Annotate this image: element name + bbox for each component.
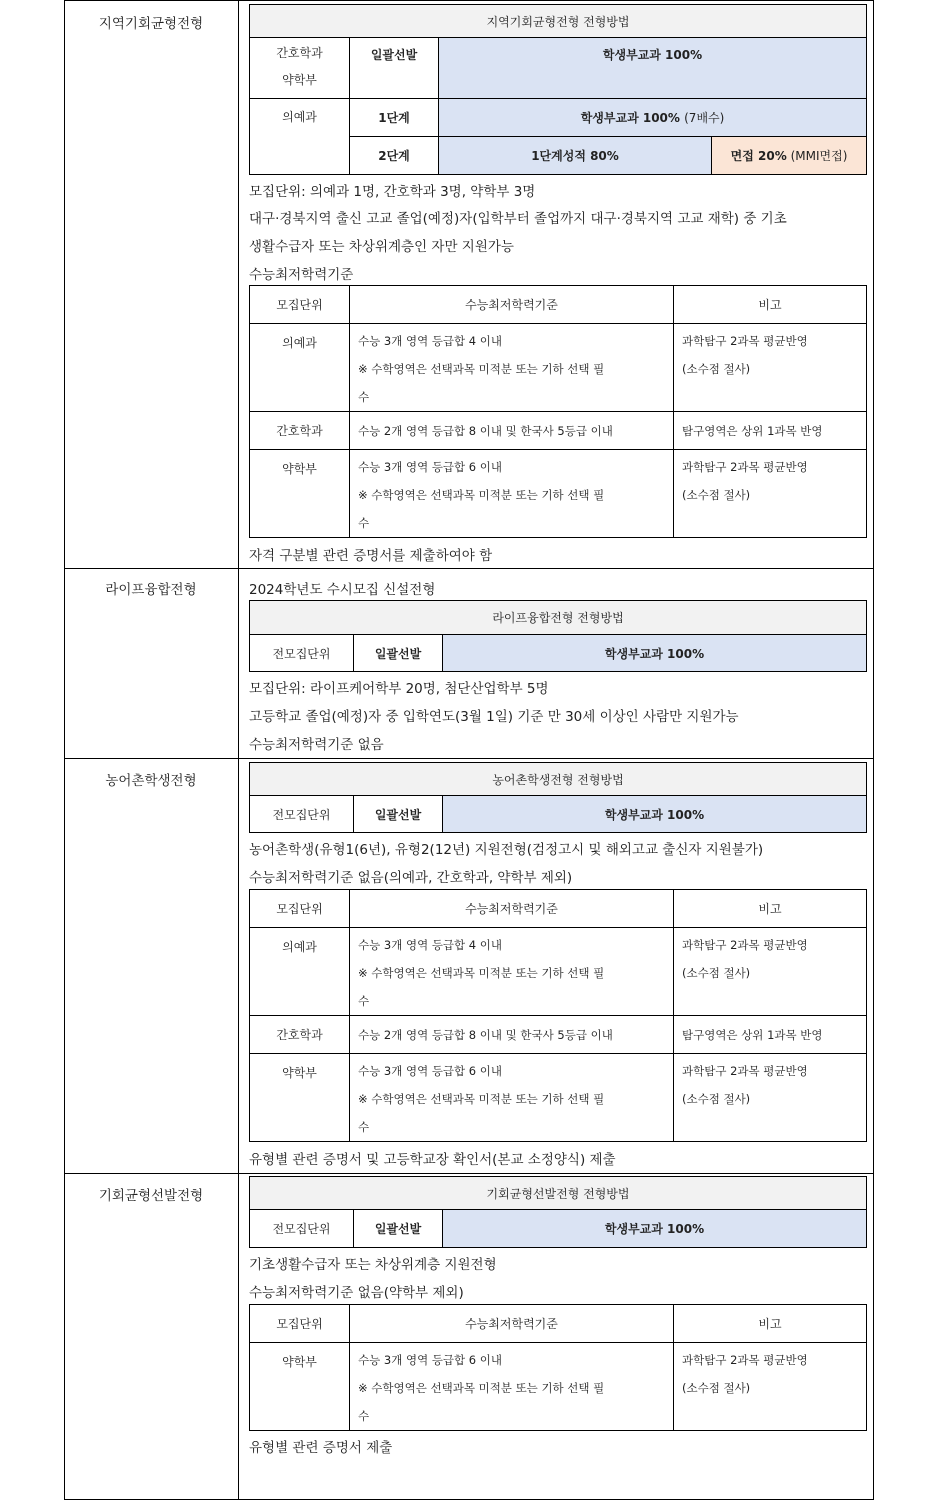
min-note-medicine [674,324,867,412]
section-title-regional: 지역기회균형전형 [98,16,204,32]
section-title-opportunity: 기회균형선발전형 [98,1188,204,1204]
min-header-criteria: 수능최저학력기준 [350,286,674,324]
opportunity-method-table [249,1176,867,1248]
min-header-note: 비고 [674,1305,867,1343]
unit-cell: 전모집단위 [250,796,354,833]
note-line: (소수점 절사) [682,1092,751,1106]
eval3-text: 면접 20% [730,149,787,163]
stage-cell: 일괄선발 [354,1210,443,1248]
section-divider-life [64,568,874,569]
min-note-pharmacy [674,1054,867,1142]
criteria-line: 수능 3개 영역 등급합 6 이내 [358,460,502,474]
rural-line-2: 수능최저학력기준 없음(의예과, 간호학과, 약학부 제외) [249,870,573,886]
min-header-note: 비고 [674,286,867,324]
criteria-line: 수 [358,1409,370,1423]
min-header-unit: 모집단위 [250,1305,350,1343]
criteria-line: 수능 3개 영역 등급합 4 이내 [358,938,502,952]
criteria-line: 수 [358,1120,370,1134]
opportunity-line-1: 기초생활수급자 또는 차상위계층 지원전형 [249,1257,497,1273]
criteria-line: ※ 수학영역은 선택과목 미적분 또는 기하 선택 필 [358,966,605,980]
eval-cell: 학생부교과 100% [443,796,867,833]
eval-cell: 학생부교과 100% [443,1210,867,1248]
regional-footer: 자격 구분별 관련 증명서를 제출하여야 함 [249,548,493,564]
column-divider [238,0,239,1500]
min-unit-nursing: 간호학과 [250,1016,350,1054]
section-divider-opportunity [64,1173,874,1174]
eval1-note: (7배수) [684,111,725,125]
regional-min-table [249,285,867,538]
min-unit-nursing: 간호학과 [250,412,350,450]
criteria-line: ※ 수학영역은 선택과목 미적분 또는 기하 선택 필 [358,488,605,502]
regional-line-3: 생활수급자 또는 차상위계층인 자만 지원가능 [249,239,514,255]
min-header-criteria: 수능최저학력기준 [350,890,674,928]
opportunity-footer: 유형별 관련 증명서 제출 [249,1440,393,1456]
note-line: 과학탐구 2과목 평균반영 [682,1064,808,1078]
rural-method-table [249,762,867,833]
section-title-life: 라이프융합전형 [105,582,197,598]
min-criteria-medicine [350,324,674,412]
min-note-nursing: 탐구영역은 상위 1과목 반영 [674,412,867,450]
regional-line-2: 대구·경북지역 출신 고교 졸업(예정)자(입학부터 졸업까지 대구·경북지역 고교 재학) 중 기초 [249,211,787,227]
min-criteria-pharmacy [350,450,674,538]
min-unit-medicine: 의예과 [250,324,350,412]
rural-line-1: 농어촌학생(유형1(6년), 유형2(12년) 지원전형(검정고시 및 해외고교 출신자 지원불가) [249,842,764,858]
life-line-1: 모집단위: 라이프케어학부 20명, 첨단산업학부 5명 [249,681,549,697]
top-border [64,0,874,1]
min-note-nursing: 탐구영역은 상위 1과목 반영 [674,1016,867,1054]
unit-cell [250,38,350,99]
min-unit-medicine: 의예과 [250,928,350,1016]
criteria-line: 수 [358,390,370,404]
min-header-criteria: 수능최저학력기준 [350,1305,674,1343]
eval3-cell [712,137,867,175]
opportunity-min-table [249,1304,867,1431]
note-line: 과학탐구 2과목 평균반영 [682,1353,808,1367]
min-note-pharmacy [674,450,867,538]
note-line: 과학탐구 2과목 평균반영 [682,334,808,348]
min-note-pharmacy [674,1343,867,1431]
criteria-line: 수능 3개 영역 등급합 6 이내 [358,1064,502,1078]
eval-cell: 학생부교과 100% [443,635,867,672]
criteria-line: 수 [358,516,370,530]
regional-line-4: 수능최저학력기준 [249,267,354,283]
eval1-text: 학생부교과 100% [580,111,680,125]
criteria-line: 수능 3개 영역 등급합 4 이내 [358,334,502,348]
criteria-line: ※ 수학영역은 선택과목 미적분 또는 기하 선택 필 [358,362,605,376]
criteria-line: ※ 수학영역은 선택과목 미적분 또는 기하 선택 필 [358,1381,605,1395]
criteria-line: 수 [358,994,370,1008]
section-divider-rural [64,758,874,759]
note-line: (소수점 절사) [682,362,751,376]
min-criteria-medicine [350,928,674,1016]
min-header-unit: 모집단위 [250,890,350,928]
eval3-note: (MMI면접) [790,149,848,163]
min-criteria-pharmacy [350,1343,674,1431]
unit-medicine: 의예과 [250,99,350,175]
regional-method-table [249,4,867,175]
stage2-cell: 2단계 [350,137,439,175]
method-header: 기회균형선발전형 전형방법 [250,1177,867,1210]
min-criteria-pharmacy [350,1054,674,1142]
min-criteria-nursing: 수능 2개 영역 등급합 8 이내 및 한국사 5등급 이내 [350,412,674,450]
note-line: (소수점 절사) [682,966,751,980]
unit-cell: 전모집단위 [250,635,354,672]
min-header-note: 비고 [674,890,867,928]
unit-nursing: 간호학과 [276,46,323,60]
opportunity-line-2: 수능최저학력기준 없음(약학부 제외) [249,1285,464,1301]
method-header: 라이프융합전형 전형방법 [250,601,867,635]
life-intro: 2024학년도 수시모집 신설전형 [249,582,436,598]
criteria-line: 수능 3개 영역 등급합 6 이내 [358,1353,502,1367]
min-note-medicine [674,928,867,1016]
note-line: 과학탐구 2과목 평균반영 [682,938,808,952]
eval2-cell: 1단계성적 80% [439,137,712,175]
eval1-cell [439,99,867,137]
unit-cell: 전모집단위 [250,1210,354,1248]
min-criteria-nursing: 수능 2개 영역 등급합 8 이내 및 한국사 5등급 이내 [350,1016,674,1054]
regional-line-1: 모집단위: 의예과 1명, 간호학과 3명, 약학부 3명 [249,184,536,200]
method-header: 농어촌학생전형 전형방법 [250,763,867,796]
min-header-unit: 모집단위 [250,286,350,324]
section-title-rural: 농어촌학생전형 [105,773,197,789]
life-line-3: 수능최저학력기준 없음 [249,737,384,753]
min-unit-pharmacy: 약학부 [250,450,350,538]
method-header: 지역기회균형전형 전형방법 [250,5,867,38]
eval-cell: 학생부교과 100% [439,38,867,99]
min-unit-pharmacy: 약학부 [250,1343,350,1431]
rural-footer: 유형별 관련 증명서 및 고등학교장 확인서(본교 소정양식) 제출 [249,1152,616,1168]
stage-cell: 일괄선발 [354,635,443,672]
min-unit-pharmacy: 약학부 [250,1054,350,1142]
note-line: (소수점 절사) [682,488,751,502]
rural-min-table [249,889,867,1142]
stage-cell: 일괄선발 [350,38,439,99]
unit-pharmacy: 약학부 [282,73,317,87]
stage-cell: 일괄선발 [354,796,443,833]
note-line: 과학탐구 2과목 평균반영 [682,460,808,474]
stage1-cell: 1단계 [350,99,439,137]
life-line-2: 고등학교 졸업(예정)자 중 입학연도(3월 1일) 기준 만 30세 이상인 사람만 지원가능 [249,709,739,725]
note-line: (소수점 절사) [682,1381,751,1395]
life-method-table [249,600,867,672]
criteria-line: ※ 수학영역은 선택과목 미적분 또는 기하 선택 필 [358,1092,605,1106]
